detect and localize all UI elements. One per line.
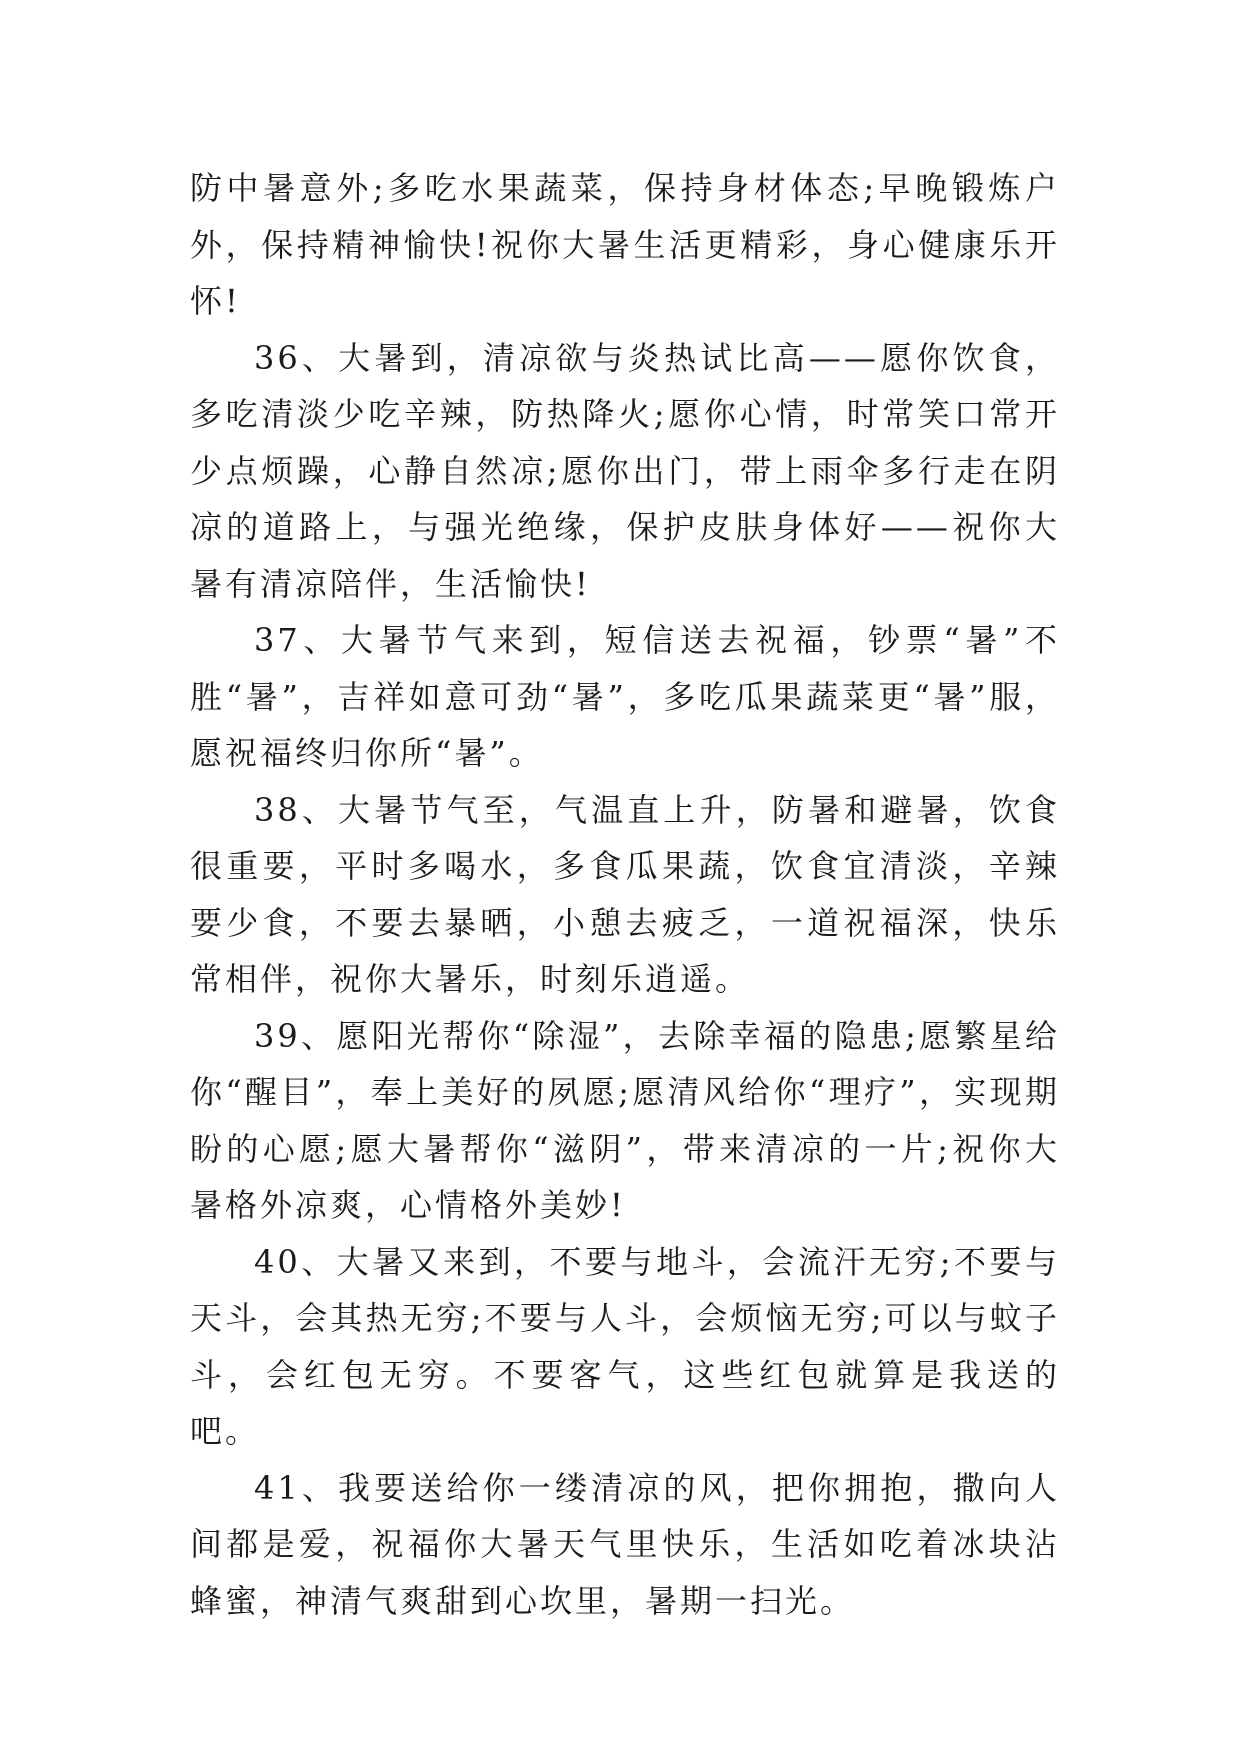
paragraph-36: 36、大暑到，清凉欲与炎热试比高——愿你饮食，多吃清淡少吃辛辣，防热降火;愿你心情，时常笑口常开少点烦躁，心静自然凉;愿你出门，带上雨伞多行走在阴凉的道路上，与强光绝缘，保护皮肤身体好——祝你大暑有清凉陪伴，生活愉快! — [190, 338, 1060, 603]
paragraph-40: 40、大暑又来到，不要与地斗，会流汗无穷;不要与天斗，会其热无穷;不要与人斗，会烦恼无穷;可以与蚊子斗，会红包无穷。不要客气，这些红包就算是我送的吧。 — [190, 1242, 1060, 1450]
paragraph-continued: 防中暑意外;多吃水果蔬菜，保持身材体态;早晚锻炼户外，保持精神愉快!祝你大暑生活更精彩，身心健康乐开怀! — [190, 169, 1060, 320]
paragraph-37: 37、大暑节气来到，短信送去祝福，钞票“暑”不胜“暑”，吉祥如意可劲“暑”，多吃瓜果蔬菜更“暑”服，愿祝福终归你所“暑”。 — [190, 621, 1060, 772]
document-body — [190, 160, 1060, 1629]
paragraph-38: 38、大暑节气至，气温直上升，防暑和避暑，饮食很重要，平时多喝水，多食瓜果蔬，饮食宜清淡，辛辣要少食，不要去暴晒，小憩去疲乏，一道祝福深，快乐常相伴，祝你大暑乐，时刻乐逍遥。 — [190, 790, 1060, 998]
paragraph-39: 39、愿阳光帮你“除湿”，去除幸福的隐患;愿繁星给你“醒目”，奉上美好的夙愿;愿清风给你“理疗”，实现期盼的心愿;愿大暑帮你“滋阴”，带来清凉的一片;祝你大暑格外凉爽，心情格外美妙! — [190, 1016, 1060, 1224]
paragraph-41: 41、我要送给你一缕清凉的风，把你拥抱，撒向人间都是爱，祝福你大暑天气里快乐，生活如吃着冰块沾蜂蜜，神清气爽甜到心坎里，暑期一扫光。 — [190, 1468, 1060, 1620]
